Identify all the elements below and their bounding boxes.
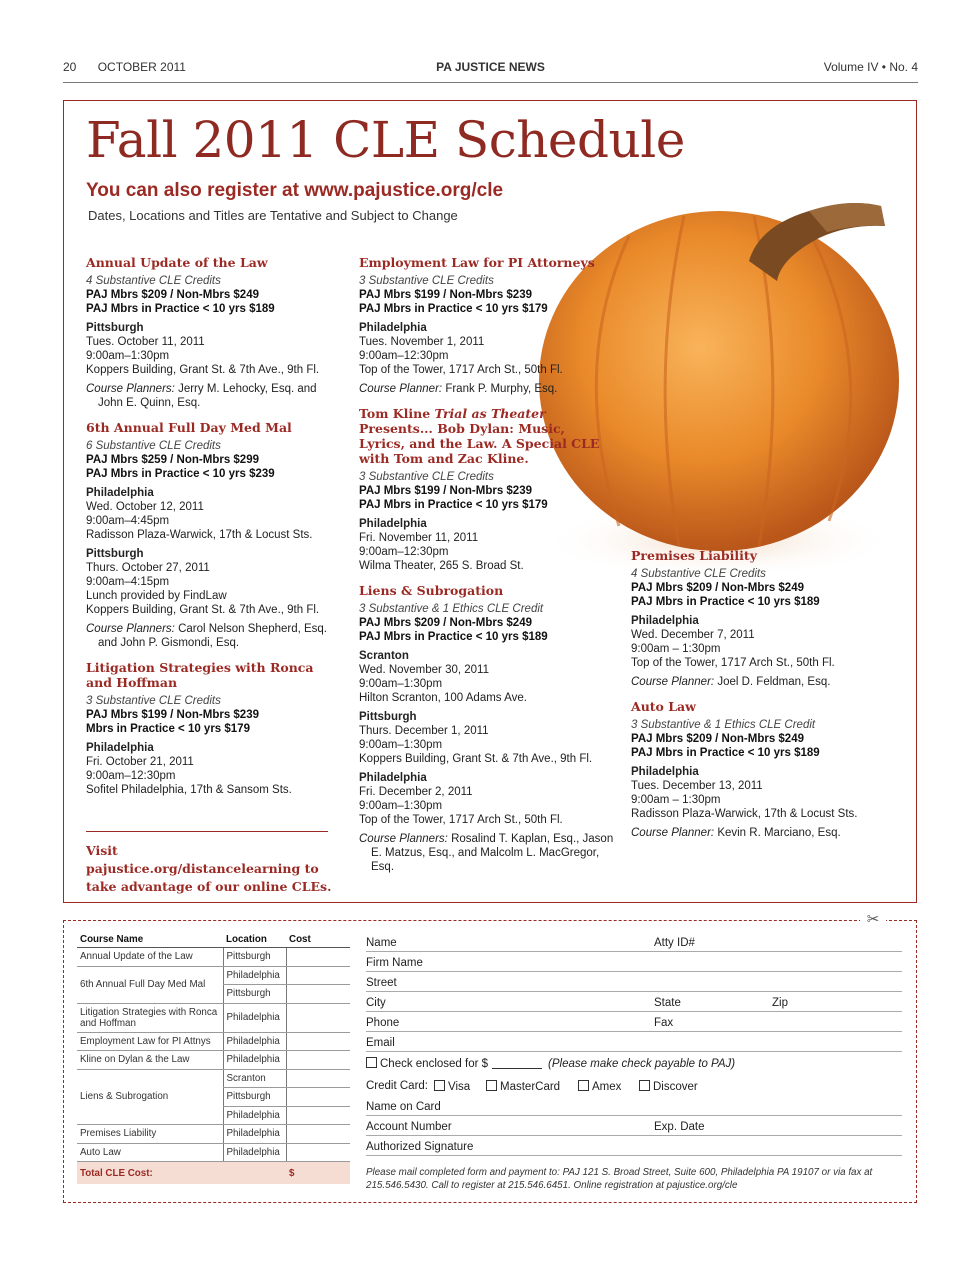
registration-form <box>63 911 917 1203</box>
course-liens-subrogation <box>359 583 614 874</box>
firm-row[interactable] <box>366 953 902 972</box>
session-time: 9:00am–4:45pm <box>86 515 170 527</box>
planner-label: Course Planner: <box>631 827 715 839</box>
location-cell: Scranton <box>223 1069 286 1088</box>
location-cell: Philadelphia <box>223 1143 286 1162</box>
session-venue: Sofitel Philadelphia, 17th & Sansom Sts. <box>86 784 292 796</box>
location-cell: Pittsburgh <box>223 1088 286 1107</box>
volume-number: Volume IV • No. 4 <box>823 60 918 74</box>
email-field[interactable]: Email <box>366 1037 395 1049</box>
course-price: PAJ Mbrs $259 / Non-Mbrs $299 <box>86 454 259 466</box>
session-time: 9:00am – 1:30pm <box>631 643 721 655</box>
session-date: Wed. November 30, 2011 <box>359 664 489 676</box>
course-title: Employment Law for PI Attorneys <box>359 255 595 270</box>
session-extra: Lunch provided by FindLaw <box>86 590 227 602</box>
course-name-cell: Annual Update of the Law <box>77 948 223 967</box>
course-premises-liability <box>631 548 891 689</box>
session-city: Pittsburgh <box>359 711 417 723</box>
fax-field[interactable]: Fax <box>654 1017 674 1029</box>
discover-option[interactable] <box>639 1080 698 1093</box>
state-field[interactable]: State <box>654 997 681 1009</box>
course-session <box>86 741 336 797</box>
course-credits: 4 Substantive CLE Credits <box>86 275 221 287</box>
course-credits: 3 Substantive & 1 Ethics CLE Credit <box>631 719 816 731</box>
course-name-cell: Employment Law for PI Attnys <box>77 1032 223 1051</box>
course-credits: 3 Substantive CLE Credits <box>359 275 494 287</box>
session-time: 9:00am – 1:30pm <box>631 794 721 806</box>
table-row[interactable] <box>77 1051 350 1070</box>
firm-name-field[interactable]: Firm Name <box>366 957 423 969</box>
course-title: 6th Annual Full Day Med Mal <box>86 420 292 435</box>
session-city: Philadelphia <box>631 766 699 778</box>
planner-names: Carol Nelson Shepherd, Esq. and John P. Gismondi, Esq. <box>98 623 328 649</box>
schedule-column-1 <box>86 255 336 807</box>
planner-label: Course Planners: <box>359 833 448 845</box>
session-time: 9:00am–4:15pm <box>86 576 170 588</box>
course-price-young: Mbrs in Practice < 10 yrs $179 <box>86 723 250 735</box>
phone-row[interactable] <box>366 1013 902 1032</box>
table-header-row <box>77 931 350 948</box>
credit-card-label: Credit Card: <box>366 1080 428 1092</box>
session-date: Tues. December 13, 2011 <box>631 780 763 792</box>
course-price: PAJ Mbrs $199 / Non-Mbrs $239 <box>359 289 532 301</box>
street-field[interactable]: Street <box>366 977 397 989</box>
session-venue: Top of the Tower, 1717 Arch St., 50th Fl. <box>359 814 563 826</box>
course-planners <box>86 382 336 410</box>
title-part-a: Tom Kline <box>359 406 435 421</box>
planner-label: Course Planner: <box>359 383 443 395</box>
title-part-c: Presents... Bob Dylan: Music, Lyrics, and the Law. A Special CLE with Tom and Zac Kline. <box>359 421 600 466</box>
course-price: PAJ Mbrs $209 / Non-Mbrs $249 <box>86 289 259 301</box>
session-venue: Top of the Tower, 1717 Arch St., 50th Fl. <box>359 364 563 376</box>
check-amount-field[interactable] <box>492 1058 542 1069</box>
title-part-b: Trial as Theater <box>434 406 546 421</box>
course-title <box>359 406 614 466</box>
cost-cell[interactable] <box>286 1003 350 1032</box>
course-price-young: PAJ Mbrs in Practice < 10 yrs $179 <box>359 499 548 511</box>
session-city: Philadelphia <box>359 772 427 784</box>
session-venue: Top of the Tower, 1717 Arch St., 50th Fl. <box>631 657 835 669</box>
street-row[interactable] <box>366 973 902 992</box>
course-title: Litigation Strategies with Ronca and Hoffman <box>86 660 314 690</box>
session-date: Wed. October 12, 2011 <box>86 501 204 513</box>
course-auto-law <box>631 699 891 840</box>
course-session <box>86 547 336 617</box>
session-date: Fri. December 2, 2011 <box>359 786 473 798</box>
session-time: 9:00am–1:30pm <box>359 739 443 751</box>
register-url[interactable]: You can also register at www.pajustice.org/cle <box>86 180 504 201</box>
mastercard-checkbox[interactable] <box>486 1080 497 1091</box>
name-on-card-field[interactable]: Name on Card <box>366 1101 441 1113</box>
amex-label: Amex <box>592 1081 622 1093</box>
scissors-icon: ✂ <box>860 911 886 929</box>
schedule-column-2 <box>359 255 614 884</box>
session-time: 9:00am–1:30pm <box>86 350 170 362</box>
cost-cell[interactable] <box>286 1069 350 1088</box>
cost-cell[interactable] <box>286 1088 350 1107</box>
course-session <box>86 321 336 377</box>
course-planners <box>631 675 891 689</box>
discover-label: Discover <box>653 1081 698 1093</box>
course-employment-law <box>359 255 614 396</box>
schedule-box <box>63 100 917 903</box>
session-city: Pittsburgh <box>86 322 144 334</box>
course-name-cell: Kline on Dylan & the Law <box>77 1051 223 1070</box>
course-credits: 3 Substantive & 1 Ethics CLE Credit <box>359 603 544 615</box>
course-price: PAJ Mbrs $209 / Non-Mbrs $249 <box>631 582 804 594</box>
cost-cell[interactable] <box>286 1106 350 1125</box>
planner-names: Kevin R. Marciano, Esq. <box>717 827 841 839</box>
session-time: 9:00am–12:30pm <box>86 770 176 782</box>
course-session <box>86 486 336 542</box>
session-date: Tues. November 1, 2011 <box>359 336 485 348</box>
name-field[interactable]: Name <box>366 937 397 949</box>
cost-cell[interactable] <box>286 948 350 967</box>
location-cell: Philadelphia <box>223 1106 286 1125</box>
course-session <box>359 649 614 705</box>
session-city: Philadelphia <box>359 518 427 530</box>
course-name-cell: Litigation Strategies with Ronca and Hoffman <box>77 1003 223 1032</box>
signature-field[interactable]: Authorized Signature <box>366 1141 474 1153</box>
atty-id-field[interactable]: Atty ID# <box>654 937 695 949</box>
course-planners <box>631 826 891 840</box>
course-title: Premises Liability <box>631 548 757 563</box>
session-venue: Koppers Building, Grant St. & 7th Ave., 9th Fl. <box>86 364 320 376</box>
total-value[interactable]: $ <box>286 1162 350 1185</box>
course-name-cell: Premises Liability <box>77 1125 223 1144</box>
account-row[interactable] <box>366 1117 902 1136</box>
city-field[interactable]: City <box>366 997 386 1009</box>
course-price: PAJ Mbrs $199 / Non-Mbrs $239 <box>359 485 532 497</box>
location-cell: Philadelphia <box>223 1032 286 1051</box>
table-row[interactable] <box>77 1143 350 1162</box>
session-time: 9:00am–12:30pm <box>359 546 449 558</box>
zip-field[interactable]: Zip <box>772 997 788 1009</box>
table-row[interactable] <box>77 1032 350 1051</box>
course-med-mal <box>86 420 336 650</box>
course-planners <box>359 832 614 874</box>
planner-names: Rosalind T. Kaplan, Esq., Jason E. Matzus, Esq., and Malcolm L. MacGregor, Esq. <box>371 833 614 873</box>
course-name-cell: Liens & Subrogation <box>77 1069 223 1125</box>
course-price-young: PAJ Mbrs in Practice < 10 yrs $189 <box>631 747 820 759</box>
mailing-instructions: Please mail completed form and payment to: PAJ 121 S. Broad Street, Suite 600, Philadelphia PA 19107 or via fax at 215.546.5430. Call to register at 215.546.6451. Online registration at pajustice.org/cle <box>366 1167 873 1191</box>
location-cell: Philadelphia <box>223 966 286 985</box>
header-rule <box>63 82 918 83</box>
distance-learning-link[interactable]: Visit pajustice.org/distancelearning to take advantage of our online CLEs. <box>86 843 332 894</box>
check-option[interactable] <box>366 1057 735 1070</box>
signature-row[interactable] <box>366 1137 902 1156</box>
location-cell: Philadelphia <box>223 1125 286 1144</box>
planner-names: Jerry M. Lehocky, Esq. and John E. Quinn, Esq. <box>98 383 317 409</box>
course-annual-update <box>86 255 336 410</box>
promo-divider <box>86 831 328 832</box>
cost-cell[interactable] <box>286 1032 350 1051</box>
course-price: PAJ Mbrs $209 / Non-Mbrs $249 <box>631 733 804 745</box>
total-label: Total CLE Cost: <box>77 1162 286 1185</box>
table-row[interactable] <box>77 948 350 967</box>
table-row[interactable] <box>77 1069 350 1088</box>
table-row[interactable] <box>77 966 350 985</box>
mastercard-option[interactable] <box>486 1080 560 1093</box>
cost-cell[interactable] <box>286 1051 350 1070</box>
planner-label: Course Planner: <box>631 676 715 688</box>
session-city: Pittsburgh <box>86 548 144 560</box>
course-price: PAJ Mbrs $199 / Non-Mbrs $239 <box>86 709 259 721</box>
course-session <box>631 614 891 670</box>
course-credits: 3 Substantive CLE Credits <box>359 471 494 483</box>
course-price-young: PAJ Mbrs in Practice < 10 yrs $189 <box>359 631 548 643</box>
header-location: Location <box>223 931 286 948</box>
city-row[interactable] <box>366 993 902 1012</box>
course-session <box>359 321 614 377</box>
header-course-name: Course Name <box>77 931 223 948</box>
course-litigation-strategies <box>86 660 336 797</box>
course-name-cell: 6th Annual Full Day Med Mal <box>77 966 223 1003</box>
amex-checkbox[interactable] <box>578 1080 589 1091</box>
course-session <box>359 710 614 766</box>
name-row[interactable] <box>366 933 902 952</box>
location-cell: Pittsburgh <box>223 948 286 967</box>
header-cost: Cost <box>286 931 350 948</box>
course-planners <box>359 382 614 396</box>
location-cell: Philadelphia <box>223 1051 286 1070</box>
course-title: Annual Update of the Law <box>86 255 268 270</box>
course-selection-table <box>77 931 350 1184</box>
check-note: (Please make check payable to PAJ) <box>548 1058 736 1070</box>
publication-name: PA JUSTICE NEWS <box>436 60 545 74</box>
course-planners <box>86 622 336 650</box>
visa-option[interactable] <box>434 1080 470 1093</box>
table-row[interactable] <box>77 1003 350 1032</box>
course-session <box>359 771 614 827</box>
course-name-cell: Auto Law <box>77 1143 223 1162</box>
session-city: Philadelphia <box>86 742 154 754</box>
course-price-young: PAJ Mbrs in Practice < 10 yrs $239 <box>86 468 275 480</box>
phone-field[interactable]: Phone <box>366 1017 400 1029</box>
session-date: Wed. December 7, 2011 <box>631 629 755 641</box>
session-date: Thurs. October 27, 2011 <box>86 562 210 574</box>
location-cell: Philadelphia <box>223 1003 286 1032</box>
name-on-card-row[interactable] <box>366 1097 902 1116</box>
session-time: 9:00am–12:30pm <box>359 350 449 362</box>
exp-date-field[interactable]: Exp. Date <box>654 1121 705 1133</box>
session-time: 9:00am–1:30pm <box>359 800 443 812</box>
page-number: 20 <box>63 60 77 74</box>
table-row[interactable] <box>77 1125 350 1144</box>
account-number-field[interactable]: Account Number <box>366 1121 452 1133</box>
planner-label: Course Planners: <box>86 383 175 395</box>
check-checkbox[interactable] <box>366 1057 377 1068</box>
cost-cell[interactable] <box>286 985 350 1004</box>
session-venue: Hilton Scranton, 100 Adams Ave. <box>359 692 527 704</box>
course-price-young: PAJ Mbrs in Practice < 10 yrs $179 <box>359 303 548 315</box>
amex-option[interactable] <box>578 1080 621 1093</box>
planner-label: Course Planners: <box>86 623 175 635</box>
page-header <box>63 60 918 78</box>
course-title: Auto Law <box>631 699 696 714</box>
session-date: Fri. November 11, 2011 <box>359 532 479 544</box>
course-credits: 6 Substantive CLE Credits <box>86 440 221 452</box>
course-kline-dylan <box>359 406 614 573</box>
cost-cell[interactable] <box>286 1125 350 1144</box>
check-label: Check enclosed for $ <box>380 1058 489 1070</box>
course-price-young: PAJ Mbrs in Practice < 10 yrs $189 <box>86 303 275 315</box>
cost-cell[interactable] <box>286 966 350 985</box>
tentative-note: Dates, Locations and Titles are Tentative and Subject to Change <box>88 208 458 223</box>
location-cell: Pittsburgh <box>223 985 286 1004</box>
planner-names: Frank P. Murphy, Esq. <box>445 383 558 395</box>
session-city: Philadelphia <box>631 615 699 627</box>
session-time: 9:00am–1:30pm <box>359 678 443 690</box>
schedule-column-3 <box>631 548 891 850</box>
course-session <box>631 765 891 821</box>
discover-checkbox[interactable] <box>639 1080 650 1091</box>
cost-cell[interactable] <box>286 1143 350 1162</box>
session-venue: Koppers Building, Grant St. & 7th Ave., 9th Fl. <box>359 753 593 765</box>
page-title: Fall 2011 CLE Schedule <box>86 111 685 169</box>
course-price: PAJ Mbrs $209 / Non-Mbrs $249 <box>359 617 532 629</box>
contact-fields <box>366 933 902 1157</box>
course-price-young: PAJ Mbrs in Practice < 10 yrs $189 <box>631 596 820 608</box>
course-title: Liens & Subrogation <box>359 583 504 598</box>
planner-names: Joel D. Feldman, Esq. <box>717 676 831 688</box>
total-row <box>77 1162 350 1185</box>
session-city: Scranton <box>359 650 409 662</box>
session-city: Philadelphia <box>86 487 154 499</box>
course-credits: 4 Substantive CLE Credits <box>631 568 766 580</box>
session-venue: Radisson Plaza-Warwick, 17th & Locust Sts. <box>86 529 313 541</box>
session-city: Philadelphia <box>359 322 427 334</box>
visa-label: Visa <box>448 1081 471 1093</box>
course-credits: 3 Substantive CLE Credits <box>86 695 221 707</box>
session-date: Fri. October 21, 2011 <box>86 756 194 768</box>
session-venue: Radisson Plaza-Warwick, 17th & Locust Sts. <box>631 808 858 820</box>
credit-card-row <box>366 1076 902 1096</box>
check-row <box>366 1053 902 1075</box>
visa-checkbox[interactable] <box>434 1080 445 1091</box>
mastercard-label: MasterCard <box>500 1081 561 1093</box>
course-session <box>359 517 614 573</box>
session-date: Thurs. December 1, 2011 <box>359 725 489 737</box>
session-date: Tues. October 11, 2011 <box>86 336 205 348</box>
session-venue: Wilma Theater, 265 S. Broad St. <box>359 560 524 572</box>
session-venue: Koppers Building, Grant St. & 7th Ave., 9th Fl. <box>86 604 320 616</box>
email-row[interactable] <box>366 1033 902 1052</box>
issue-date: OCTOBER 2011 <box>97 60 186 74</box>
